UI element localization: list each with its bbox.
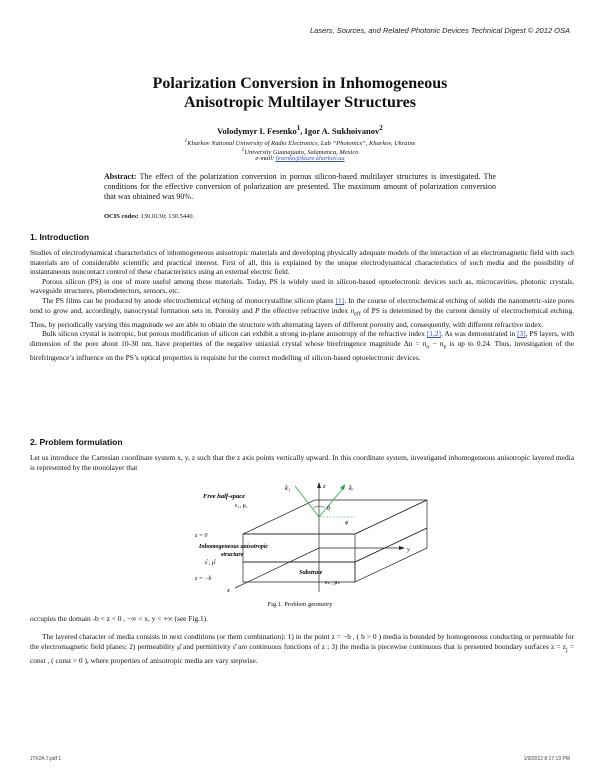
- substrate-label: Substrate: [299, 570, 323, 576]
- s2-p3-sub: j: [565, 647, 568, 654]
- eps-s-mu-s-label: εₛ , μₛ: [325, 580, 340, 586]
- author-2: Igor A. Sukhoivanov: [304, 125, 380, 136]
- authors: [0, 124, 600, 136]
- footer-left: JTh2A.7.pdf 1: [30, 756, 62, 762]
- title-line-1: Polarization Conversion in Inhomogeneous: [152, 75, 448, 92]
- ocis-values: 130.0130; 130.5440.: [138, 213, 195, 220]
- inhomogeneous-label: Inhomogeneous anisotropic: [199, 544, 269, 550]
- section-1-body: [30, 248, 574, 362]
- affiliation-1-text: Kharkov National University of Radio Electronics, Lab “Photonics”, Kharkov, Ukraine: [187, 140, 416, 148]
- p4-d: − n: [429, 338, 444, 348]
- citation-3[interactable]: [3]: [517, 329, 526, 339]
- p3-d: of PS is determined by the current density of electrochemical etching. Thus, by periodically varying this magnitude we are able to obtain the structure with alternating layers of different porosity and, consequently, with different refractive index.: [30, 305, 574, 329]
- affiliation-2-sup: 2: [241, 147, 245, 153]
- x-axis-label: x: [227, 587, 230, 594]
- section-1-paragraph-4: [30, 329, 574, 362]
- s2-p3-tail: = const , ( const > 0 ), where properties of anisotropic media are vary stepwise.: [30, 641, 574, 665]
- citation-1-2[interactable]: [1,2]: [426, 329, 442, 339]
- reflected-arrowhead: [340, 484, 345, 490]
- ocis-codes: [104, 213, 194, 220]
- kr-label: k̄ᵣ: [349, 485, 354, 492]
- eps1-mu1-label: ε₁, μ₁: [235, 503, 248, 509]
- p4-e: is up to 0.24. Thus, investigation of the birefringence’s influence on the PS’s optical properties is requisite for the correct modelling of silicon-based optoelectronic devices.: [30, 338, 574, 362]
- y-axis-label: y: [407, 546, 410, 553]
- section-1-paragraph-3: [30, 296, 574, 329]
- figure-caption: Fig.1. Problem geometry: [267, 601, 333, 608]
- footer-right: 1/9/2012 8:17:19 PM: [523, 756, 570, 762]
- title-line-2: Anisotropic Multilayer Structures: [184, 94, 416, 111]
- section-1-paragraph-2: Porous silicon (PS) is one of more useful among these materials. Today, PS is widely used in silicon-based optoelectronic devices such as, microcavities, photonic crystals, waveguide structures, photodetectors, sensors, etc.: [30, 276, 574, 296]
- p4-sub-o: o: [426, 344, 430, 351]
- running-header: Lasers, Sources, and Related Photonic Devices Technical Digest © 2012 OSA: [310, 26, 570, 35]
- p3-a: The PS films can be produced by anode electrochemical etching of monocrystalline silicon plates: [42, 295, 336, 305]
- author-2-sup: 2: [379, 124, 383, 132]
- p4-a: Bulk silicon crystal is isotropic, but porous modification of silicon can exhibit a strong in-plane anisotropy of the refractive index: [42, 329, 427, 339]
- email-label: e-mail:: [255, 155, 276, 162]
- section-1-paragraph-1: Studies of electrodynamical characteristics of inhomogeneous anisotropic materials and developing physically adequate models of the interaction of an electromagnetic field with such materials are of considerable scientific and practical interest. First of all, this is explained by the unique electrodynamical characteristics of such media and the possibility of instantaneous noncontact control of these characteristics using an external electric field.: [30, 248, 574, 277]
- p3-porosity-symbol: P: [254, 305, 260, 315]
- k1-label: k̄₁: [285, 485, 291, 492]
- author-1-sup: 1: [296, 124, 301, 132]
- substrate-side: [355, 528, 427, 582]
- phi-label: φ: [345, 520, 349, 526]
- zb-label: z = −b: [195, 576, 212, 582]
- p3-b: . In the course of electrochemical etching of solids the nanometric-size pores tend to grow and, accordingly, nanocrystal formation sets in. Porosity and: [30, 295, 574, 315]
- affiliation-1-sup: 1: [184, 138, 188, 144]
- s2-p3-main: The layered character of media consists in next conditions (or them combination): 1) in the point z = −b , ( b > 0 ) media is bounded by homogeneous conducting or permeable for the electromagnetic field planes; 2) permeability μ̂ and permittivity ε̂ are continuous functions of z ; 3) the media is piecewise continuous that is presented boundary surfaces z = z: [30, 632, 574, 651]
- theta-label: θ: [327, 506, 330, 512]
- problem-geometry-figure: [195, 480, 455, 598]
- p4-sub-e: e: [443, 344, 447, 351]
- abstract-text: The effect of the polarization conversion in porous silicon-based multilayer structures is investigated. The conditions for the effective conversion of polarization are presented. The maximum amount of polarization conversion that was obtained was 90%.: [104, 172, 496, 201]
- section-1-heading: 1. Introduction: [30, 232, 90, 242]
- y-axis-arrow: [399, 546, 405, 550]
- z0-label: z = 0: [195, 533, 208, 539]
- free-half-space-label: Free half-space: [203, 493, 246, 500]
- p3-c: the effective refractive index: [259, 305, 351, 315]
- abstract-label: Abstract:: [104, 172, 137, 181]
- section-2-heading: 2. Problem formulation: [30, 437, 123, 447]
- citation-1[interactable]: [1]: [335, 295, 345, 305]
- email-link[interactable]: fesenko@kture.kharkov.ua: [275, 155, 345, 162]
- p4-c: , PS layers, with dimension of the pore about 10-30 nm, have properties of the negative uniaxial crystal whose birefringence magnitude Δn = n: [30, 329, 575, 348]
- affiliation-2-text: University Guanajuato, Salamanca, Mexico: [244, 149, 359, 157]
- section-2-paragraph-2: occupies the domain -b < z < 0 , −∞ < x, y < +∞ (see Fig.1).: [30, 614, 208, 623]
- p3-neff-sub: eff: [354, 311, 361, 318]
- author-1: Volodymyr I. Fesenko: [217, 125, 297, 136]
- eps-mu-hat-label: ε̂ , μ̂: [205, 560, 216, 566]
- ocis-label: OCIS codes:: [104, 213, 139, 220]
- section-2-paragraph-3: [30, 632, 574, 665]
- structure-label: structure: [221, 552, 244, 558]
- p3-neff: n: [350, 305, 355, 315]
- z-axis-label: z: [323, 483, 326, 490]
- layer-slab: [243, 500, 427, 562]
- incident-wave-vector: [295, 486, 319, 517]
- abstract: [104, 172, 496, 202]
- email-line: [0, 155, 600, 163]
- paper-title: [0, 74, 600, 112]
- reflected-wave-vector: [319, 486, 345, 517]
- section-2-paragraph-1: Let us introduce the Cartesian coordinate system x, y, z such that the z axis points vertically upward. In this coordinate system, investigated inhomogeneous anisotropic layered media is represented by the monolayer that: [30, 453, 574, 472]
- p4-b: . As was demonstrated in: [441, 329, 518, 339]
- author-separator: ,: [300, 125, 305, 136]
- z-axis-arrow: [317, 482, 321, 488]
